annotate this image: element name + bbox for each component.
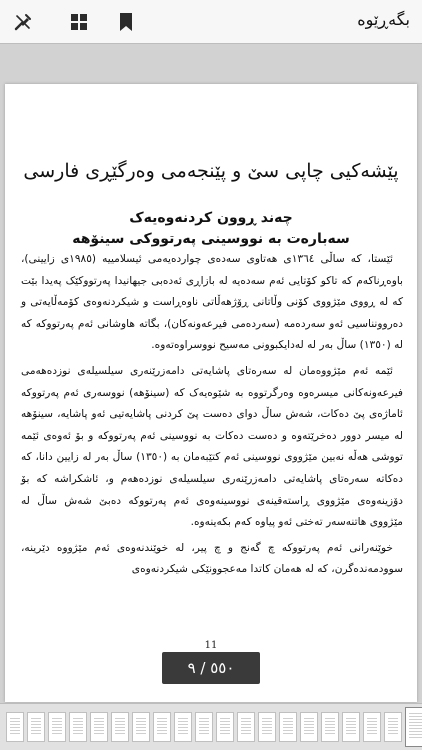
thumbnail[interactable] xyxy=(237,712,255,742)
thumbnail[interactable] xyxy=(195,712,213,742)
thumbnail[interactable] xyxy=(132,712,150,742)
thumbnail[interactable] xyxy=(48,712,66,742)
paragraph: ئێمە ئەم مێژووەمان لە سەرەتای پاشایەتی دامەزرێنەری سیلسیلەی نوزدەهەمی فیرعەونەکانی میسرەوە وەرگرتووە بە شێوەیەک کە (سینۆهە) نووسەری ئەم پەرتووکە ئاماژەی پێ دەکات، شەش ساڵ دوای دەست پێ کردنی پاشایەتیی ئەو پاشایە، سینۆهە لە میسر دوور دەخرێتەوە و دەست دەکات بە نووسینی ئەم پەرتووکە و بۆ ئەوەی ئێمە تووشی هەڵە نەبین مێژووی نووسینی ئەم کتێبەمان بە (١٣٥٠) ساڵ بەر لە زایین دانا، کە دەکاتە سەرەتای پاشایەتی دامەزرێنەری سیلسیلەی نوزدەهەم و، ئاشکراشە کە بۆ دۆزینەوەی مێژووی ڕاستەقینەی نووسینەوەی ئەم پەرتووکە دەبێ شەش ساڵ لە مێژووی هاتنەسەر تەختی ئەو پیاوە کەم بکەینەوە. xyxy=(21,364,404,529)
thumbnail[interactable] xyxy=(363,712,381,742)
tools-icon[interactable] xyxy=(10,9,36,35)
thumbnail[interactable] xyxy=(153,712,171,742)
chapter-title: پێشەکیی چاپی سێ و پێنجەمی وەرگێڕی فارسی xyxy=(23,160,399,182)
thumbnail[interactable] xyxy=(216,712,234,742)
page-number: 11 xyxy=(204,640,218,651)
bookmark-icon[interactable] xyxy=(113,9,139,35)
thumbnail[interactable] xyxy=(27,712,45,742)
body-text xyxy=(21,249,403,581)
section-heading-line-1: چەند ڕوون کردنەوەیەک xyxy=(129,210,293,226)
thumbnail[interactable] xyxy=(174,712,192,742)
thumbnail[interactable] xyxy=(300,712,318,742)
thumbnail[interactable] xyxy=(321,712,339,742)
thumbnail-strip[interactable] xyxy=(0,703,422,750)
top-toolbar xyxy=(0,0,422,44)
thumbnail[interactable] xyxy=(384,712,402,742)
thumbnail[interactable] xyxy=(6,712,24,742)
back-button[interactable]: بگەڕێوە xyxy=(357,10,410,29)
section-heading-line-2: سەبارەت بە نووسینی پەرتووکی سینۆهە xyxy=(72,231,350,247)
thumbnail-current[interactable] xyxy=(405,707,422,747)
thumbnail[interactable] xyxy=(279,712,297,742)
thumbnail[interactable] xyxy=(111,712,129,742)
thumbnail[interactable] xyxy=(90,712,108,742)
book-page[interactable] xyxy=(5,84,417,702)
paragraph: خوێنەرانی ئەم پەرتووکە چ گەنج و چ پیر، لە خوێندنەوەی ئەم مێژووە دێرینە، سوودمەندەگرن، کە لە هەمان کاتدا مەعجوونێکی شیکردنەوەی xyxy=(21,541,403,576)
paragraph: ئێستا، کە ساڵی ١٣٦٤ی هەتاوی سەدەی چواردەیەمی ئیسلامییە (١٩٨٥ی زایینی)، باوەڕناکەم کە تاکو کۆتایی ئەم سەدەیە لە بازاڕی ئەدەبی جیهانیدا پەرتووکێک پەیدا بێت کە لە ڕووی مێژووی کۆنی وڵاتانی ڕۆژهەڵاتی ناوەڕاست و شیکردنەوەی کۆمەڵایەتی و دەروونناسیی ئەو سەردەمە (سەردەمی فیرعەونەکان)، بگاتە هاوشانی ئەم پەرتووکە کە لە (١٣٥٠) ساڵ بەر لە لەدایکبوونی مەسیح نووسراوەتەوە. xyxy=(21,253,403,352)
thumbnail[interactable] xyxy=(258,712,276,742)
thumbnail[interactable] xyxy=(69,712,87,742)
page-counter: ٥٥٠ / ٩ xyxy=(162,652,260,684)
grid-icon[interactable] xyxy=(66,9,92,35)
thumbnail[interactable] xyxy=(342,712,360,742)
section-heading xyxy=(5,208,417,250)
